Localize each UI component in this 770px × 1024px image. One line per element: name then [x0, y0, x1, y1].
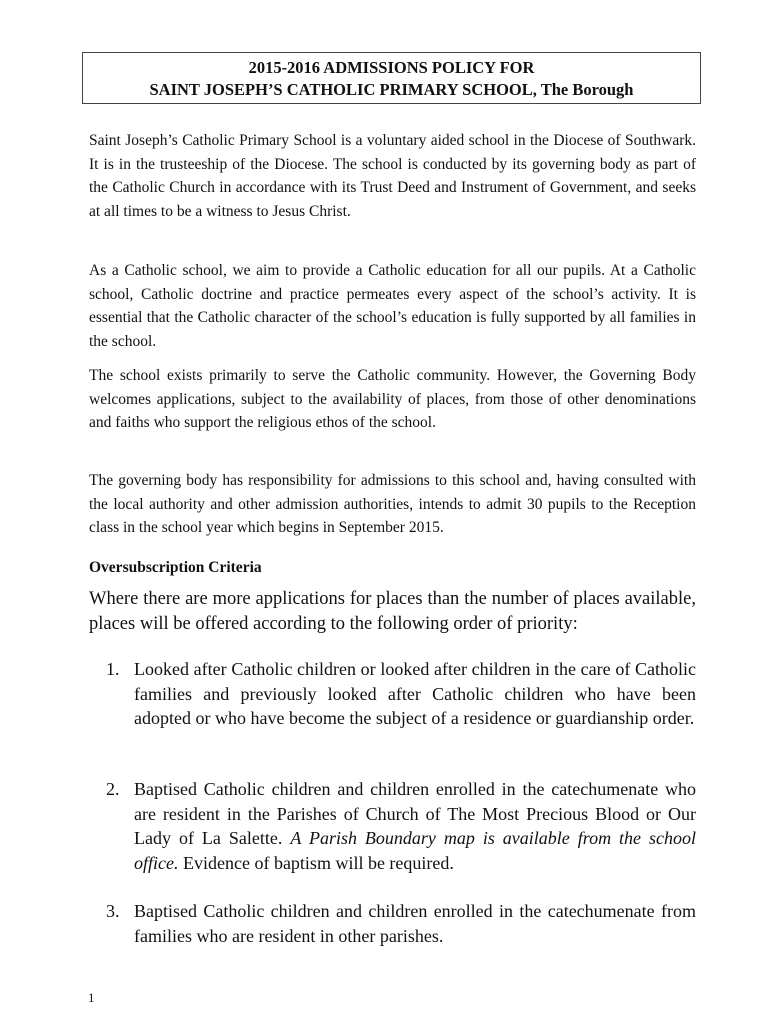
criterion-item [106, 777, 696, 875]
paragraph-text: Saint Joseph’s Catholic Primary School is a voluntary aided school in the Diocese of Southwark. It is in the trusteeship of the Diocese. The school is conducted by its governing body as part of the Catholic Church in accordance with its Trust Deed and Instrument of Government, and seeks at all times to be a witness to Jesus Christ. [89, 132, 696, 220]
criterion-text: Looked after Catholic children or looked after children in the care of Catholic families and previously looked after Catholic children who have been adopted or who have become the subject of a residence or guardianship order. [134, 659, 696, 728]
title-line-1: 2015-2016 ADMISSIONS POLICY FOR [248, 58, 535, 77]
admissions-paragraph [89, 469, 696, 540]
catholic-education-paragraph [89, 259, 696, 353]
document-title-box [82, 52, 701, 104]
criterion-item [106, 657, 696, 731]
criterion-text: Baptised Catholic children and children enrolled in the catechumenate from families who are resident in other parishes. [134, 901, 696, 946]
paragraph-text: As a Catholic school, we aim to provide a Catholic education for all our pupils. At a Catholic school, Catholic doctrine and practice permeates every aspect of the school’s activity. It is essential that the Catholic character of the school’s education is fully supported by all families in the school. [89, 262, 696, 350]
page-number: 1 [88, 990, 95, 1005]
community-paragraph [89, 364, 696, 435]
criterion-number: 3. [106, 901, 120, 921]
criterion-text: Baptised Catholic children and children enrolled in the catechumenate who are resident in the Parishes of Church of The Most Precious Blood or Our Lady of La Salette. [134, 779, 696, 848]
section-heading: Oversubscription Criteria [89, 559, 262, 576]
criterion-text-wrapper [134, 777, 696, 875]
title-line-2: SAINT JOSEPH’S CATHOLIC PRIMARY SCHOOL, The Borough [149, 80, 634, 99]
criterion-number: 1. [106, 659, 120, 679]
intro-paragraph [89, 129, 696, 223]
criterion-note: A Parish Boundary map is available from the school office. [134, 828, 696, 873]
criteria-lead-text: Where there are more applications for places than the number of places available, places will be offered according to the following order of priority: [89, 589, 696, 634]
criterion-number: 2. [106, 779, 120, 799]
paragraph-text: The school exists primarily to serve the Catholic community. However, the Governing Body welcomes applications, subject to the availability of places, from those of other denominations and faiths who support the religious ethos of the school. [89, 367, 696, 431]
criterion-item [106, 899, 696, 948]
paragraph-text: The governing body has responsibility for admissions to this school and, having consulted with the local authority and other admission authorities, intends to admit 30 pupils to the Reception class in the school year which begins in September 2015. [89, 472, 696, 536]
criterion-text-after: Evidence of baptism will be required. [182, 852, 454, 873]
